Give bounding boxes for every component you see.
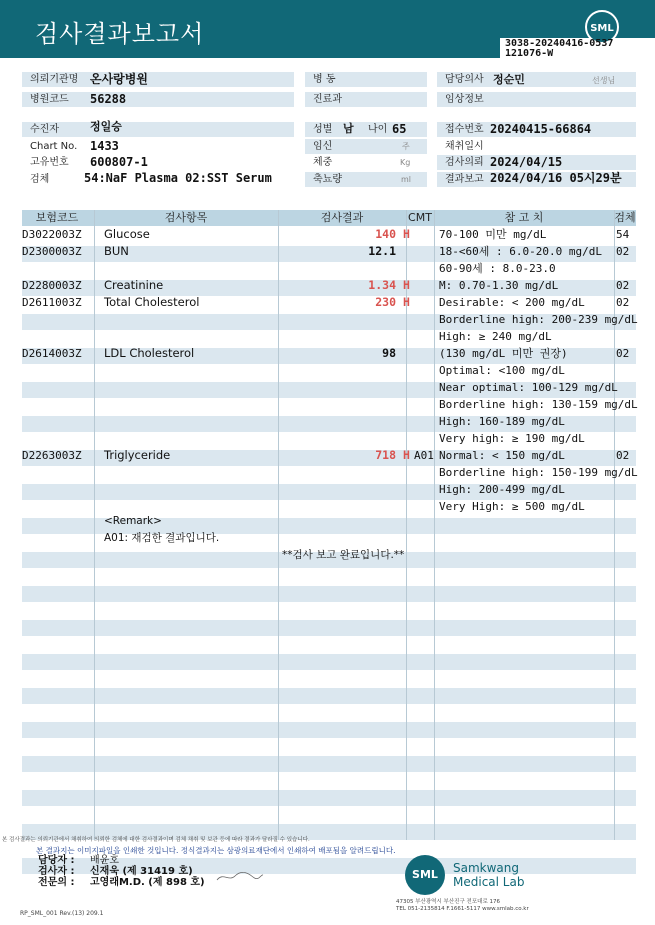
unique-label: 고유번호: [30, 157, 69, 168]
sex-label: 성별: [305, 122, 427, 137]
sex-value: 남: [343, 122, 354, 135]
report-label: 결과보고: [437, 172, 636, 187]
ward-label: 병 동: [305, 72, 427, 87]
col-cmt: CMT: [408, 211, 432, 224]
row-result: 718: [375, 448, 396, 462]
row-result: 98: [382, 346, 396, 360]
pregnancy-unit: 주: [402, 142, 410, 151]
row-reference: 60-90세 : 8.0-23.0: [439, 262, 556, 275]
row-reference: Normal: < 150 mg/dL: [439, 449, 565, 462]
footer-small-notice: 본 검사결과는 의뢰기관에서 채취하여 의뢰한 검체에 대한 검사결과이며 검체 채취 및 보관 등에 따라 결과가 달라질 수 있습니다.: [2, 837, 310, 843]
table-stripe: [22, 790, 636, 806]
footer-sml-logo: SML: [405, 855, 445, 895]
table-stripe: [22, 654, 636, 670]
row-item: Glucose: [104, 227, 150, 241]
row-flag: H: [403, 278, 410, 292]
patient-label: 수진자: [22, 122, 294, 137]
row-reference: M: 0.70-1.30 mg/dL: [439, 279, 559, 292]
report-title: 검사결과보고서: [35, 20, 205, 48]
doctor-suffix: 선생님: [592, 76, 616, 85]
col-result: 검사결과: [320, 211, 364, 224]
hospital-code-value: 56288: [90, 92, 127, 106]
row-item: Triglyceride: [104, 448, 171, 462]
age-label: 나이: [368, 124, 388, 135]
collection-label: 채취일시: [445, 141, 484, 152]
report-end-text: **검사 보고 완료입니다.**: [282, 549, 405, 561]
row-specimen: 02: [616, 347, 630, 360]
dept-label: 진료과: [305, 92, 427, 107]
row-flag: H: [403, 448, 410, 462]
reception-value: 20240415-66864: [490, 122, 592, 136]
urine-unit: ml: [401, 175, 412, 184]
row-specimen: 02: [616, 245, 630, 258]
report-header: [0, 0, 655, 58]
hospital-label: 의뢰기관명: [22, 72, 294, 87]
specimen-value: 54:NaF Plasma 02:SST Serum: [84, 171, 272, 185]
row-code: D3022003Z: [22, 228, 82, 241]
doctor-label: 담당의사: [437, 72, 636, 87]
pregnancy-label: 임신: [305, 139, 427, 154]
doctor-value: 정순민: [493, 73, 525, 86]
company-phone: TEL 051-2135814 F.1661-5117 www.smlab.co.kr: [396, 906, 529, 912]
row-specimen: 54: [616, 228, 630, 241]
row-reference: Very High: ≥ 500 mg/dL: [439, 500, 585, 513]
examiner-label: 검사자 :: [38, 866, 75, 877]
row-item: BUN: [104, 244, 129, 258]
row-item: Creatinine: [104, 278, 164, 292]
row-flag: H: [403, 295, 410, 309]
remark-title: <Remark>: [104, 515, 162, 527]
weight-unit: Kg: [400, 158, 411, 167]
report-value: 2024/04/16 05시29분: [490, 171, 622, 185]
sml-logo: SML: [585, 10, 619, 44]
hospital-value: 온사랑병원: [90, 72, 148, 86]
weight-label: 체중: [313, 157, 333, 168]
row-reference: Near optimal: 100-129 mg/dL: [439, 381, 618, 394]
remark-text: A01: 재검한 결과입니다.: [104, 532, 220, 544]
chart-value: 1433: [90, 139, 119, 153]
table-stripe: [22, 688, 636, 704]
row-reference: Optimal: <100 mg/dL: [439, 364, 565, 377]
row-reference: High: 200-499 mg/dL: [439, 483, 565, 496]
row-result: 12.1: [368, 244, 396, 258]
request-label: 검사의뢰: [437, 155, 636, 170]
row-result: 230: [375, 295, 396, 309]
row-reference: Borderline high: 150-199 mg/dL: [439, 466, 638, 479]
row-code: D2611003Z: [22, 296, 82, 309]
doc-number-2: 121076-W: [505, 48, 554, 59]
row-reference: Desirable: < 200 mg/dL: [439, 296, 585, 309]
row-reference: (130 mg/dL 미만 권장): [439, 347, 568, 360]
patient-value: 정일승: [90, 120, 122, 133]
results-table-header: [22, 210, 636, 226]
row-reference: Borderline high: 200-239 mg/dL: [439, 313, 638, 326]
company-name-1: Samkwang: [453, 861, 519, 875]
clinical-label: 임상정보: [437, 92, 636, 107]
request-value: 2024/04/15: [490, 155, 563, 169]
specialist-label: 전문의 :: [38, 877, 75, 888]
table-stripe: [22, 586, 636, 602]
row-reference: 70-100 미만 mg/dL: [439, 228, 547, 241]
row-result: 1.34: [368, 278, 396, 292]
form-number: RP_SML_001 Rev.(13) 209.1: [20, 910, 104, 917]
specialist-value: 고영래M.D. (제 898 호): [90, 877, 205, 888]
company-address: 47305 부산광역시 부산진구 전포대로 176: [396, 899, 501, 905]
doc-number-1: 3038-20240416-0537: [505, 38, 614, 49]
row-specimen: 02: [616, 279, 630, 292]
row-code: D2263003Z: [22, 449, 82, 462]
row-reference: Very high: ≥ 190 mg/dL: [439, 432, 585, 445]
col-spec: 검체: [614, 211, 636, 224]
row-code: D2280003Z: [22, 279, 82, 292]
row-result: 140: [375, 227, 396, 241]
signature-scribble: [215, 868, 265, 884]
row-specimen: 02: [616, 449, 630, 462]
table-stripe: [22, 756, 636, 772]
table-stripe: [22, 722, 636, 738]
reporter-value: 배윤호: [90, 855, 119, 866]
row-reference: 18-<60세 : 6.0-20.0 mg/dL: [439, 245, 602, 258]
row-cmt: A01: [414, 449, 434, 462]
table-stripe: [22, 620, 636, 636]
examiner-value: 신재욱 (제 31419 호): [90, 866, 193, 877]
reception-label: 접수번호: [437, 122, 636, 137]
row-reference: High: 160-189 mg/dL: [439, 415, 565, 428]
unique-value: 600807-1: [90, 155, 148, 169]
row-code: D2614003Z: [22, 347, 82, 360]
row-item: Total Cholesterol: [104, 295, 200, 309]
row-specimen: 02: [616, 296, 630, 309]
company-name-2: Medical Lab: [453, 875, 525, 889]
reporter-label: 담당자 :: [38, 855, 75, 866]
chart-label: Chart No.: [30, 141, 78, 152]
col-item: 검사항목: [164, 211, 208, 224]
specimen-label: 검체: [30, 174, 50, 185]
row-item: LDL Cholesterol: [104, 346, 195, 360]
row-reference: Borderline high: 130-159 mg/dL: [439, 398, 638, 411]
footer-blue-notice: 본 결과지는 이미지파일을 인쇄한 것입니다. 정식결과지는 삼광의료재단에서 인쇄하여 배포됨을 알려드립니다.: [36, 846, 396, 855]
row-flag: H: [403, 227, 410, 241]
row-reference: High: ≥ 240 mg/dL: [439, 330, 552, 343]
col-ref: 참 고 치: [504, 211, 544, 224]
col-code: 보험코드: [35, 211, 79, 224]
row-code: D2300003Z: [22, 245, 82, 258]
urine-label: 축뇨량: [305, 172, 427, 187]
hospital-code-label: 병원코드: [22, 92, 294, 107]
age-value: 65: [392, 122, 407, 136]
